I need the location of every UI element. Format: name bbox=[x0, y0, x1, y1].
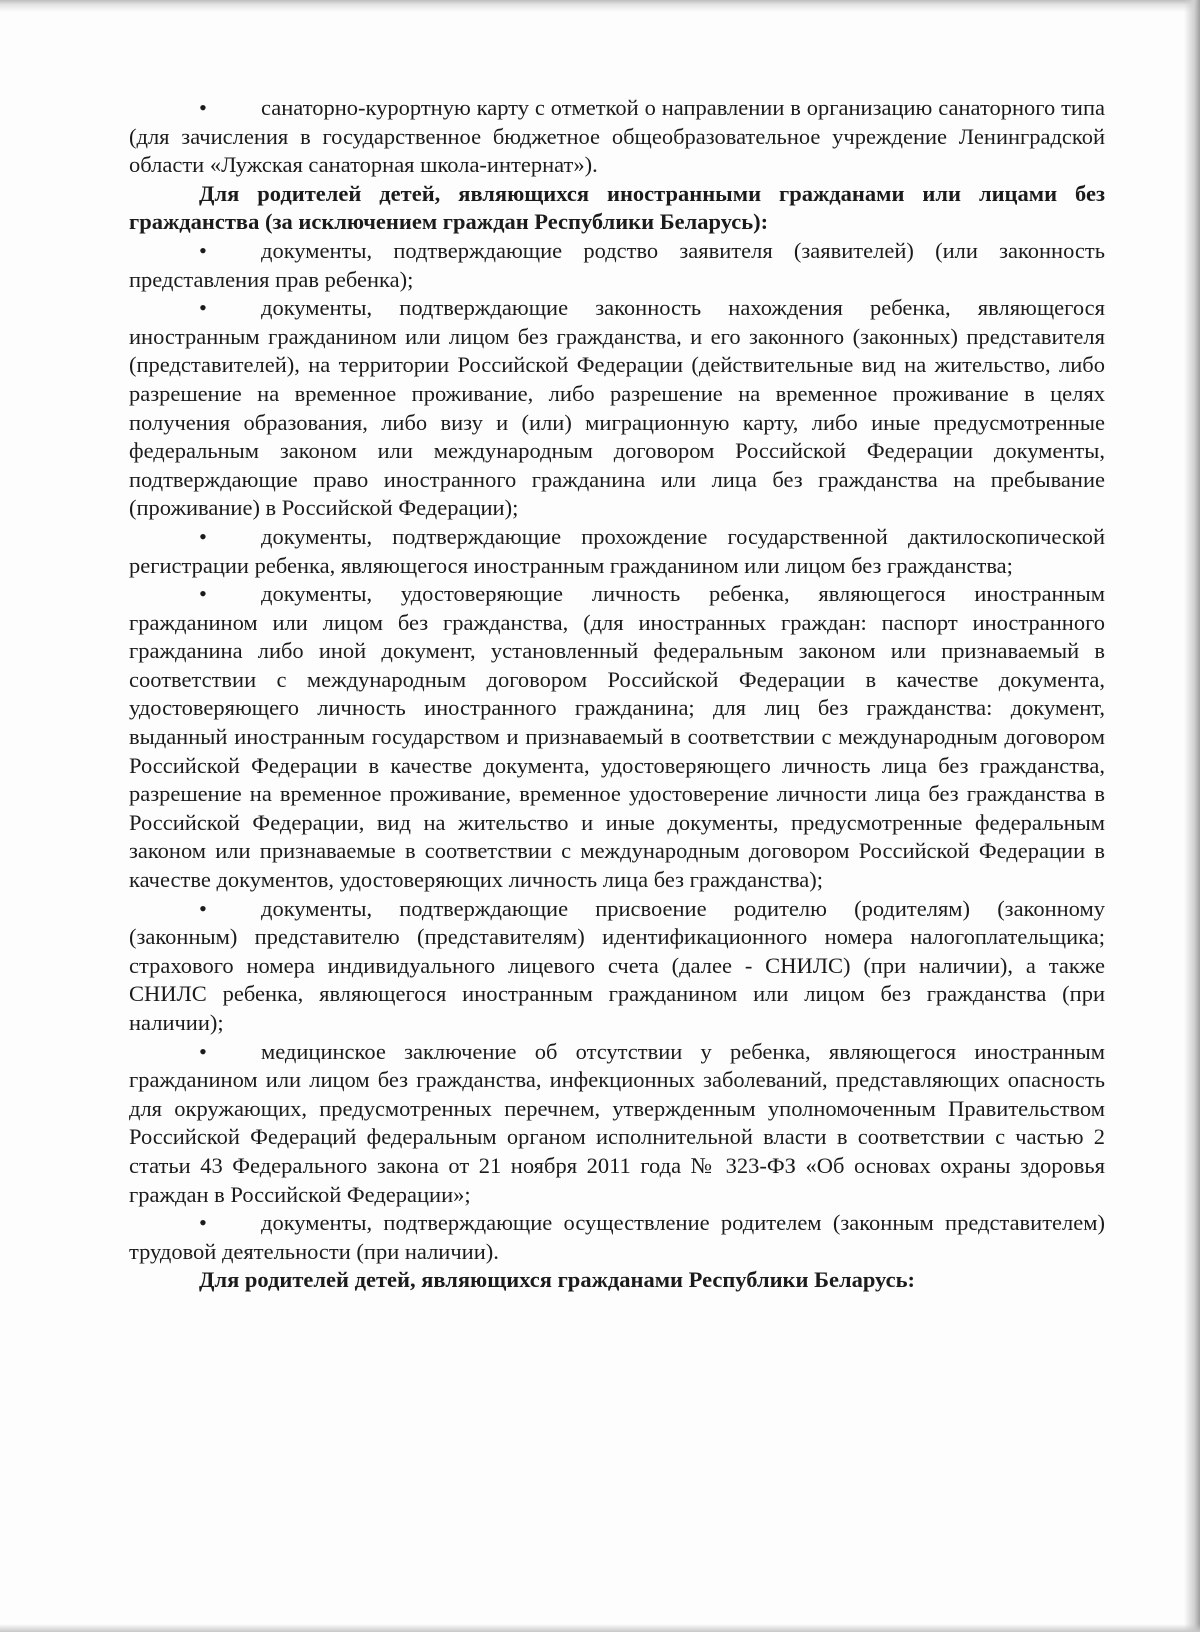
bullet-item-taxpayer-number bbox=[129, 895, 1105, 1038]
bullet-item-residence-legality bbox=[129, 294, 1105, 523]
bullet-item-sanatorium-card bbox=[129, 94, 1105, 180]
bullet-icon: • bbox=[199, 95, 207, 120]
section-heading-foreign-citizens bbox=[129, 180, 1105, 237]
bullet-icon: • bbox=[199, 237, 207, 263]
scan-edge-right bbox=[1184, 0, 1200, 1632]
section-heading-text: Для родителей детей, являющихся гражданами Республики Беларусь: bbox=[199, 1267, 915, 1293]
bullet-item-fingerprint-registration bbox=[129, 523, 1105, 580]
bullet-item-text: медицинское заключение об отсутствии у ребенка, являющегося иностранным гражданином или лицом без гражданства, инфекционных заболеваний, представляющих опасность для окружающих, предусмотренных перечнем, утвержденным уполномоченным Правительством Российской Федераций федеральным органом исполнительной власти в соответствии с частью 2 статьи 43 Федерального закона от 21 ноября 2011 года № 323-ФЗ «Об основах охраны здоровья граждан в Российской Федерации»; bbox=[129, 1038, 1105, 1207]
bullet-item-identity-documents bbox=[129, 580, 1105, 895]
document-body bbox=[129, 94, 1105, 1295]
bullet-item-text: документы, подтверждающие законность нахождения ребенка, являющегося иностранным гражданином или лицом без гражданства, и его законного (законных) представителя (представителей), на территории Российской Федерации (действительные вид на жительство, либо разрешение на временное проживание, либо разрешение на временное проживание в целях получения образования, либо визу и (или) миграционную карту, либо иные предусмотренные федеральным законом или международным договором Российской Федерации документы, подтверждающие право иностранного гражданина или лица без гражданства на пребывание (проживание) в Российской Федерации); bbox=[129, 295, 1105, 521]
bullet-icon: • bbox=[199, 523, 207, 549]
section-heading-text: Для родителей детей, являющихся иностранными гражданами или лицами без гражданства (за исключением граждан Республики Беларусь): bbox=[129, 180, 1105, 235]
bullet-item-text: документы, подтверждающие прохождение государственной дактилоскопической регистрации ребенка, являющегося иностранным гражданином или лицом без гражданства; bbox=[129, 523, 1105, 578]
scan-edge-bottom bbox=[0, 1624, 1200, 1632]
scan-edge-top bbox=[0, 0, 1200, 12]
bullet-icon: • bbox=[199, 895, 207, 921]
bullet-item-kinship-documents bbox=[129, 237, 1105, 294]
bullet-icon: • bbox=[199, 1038, 207, 1064]
bullet-item-text: документы, подтверждающие присвоение родителю (родителям) (законному (законным) представителю (представителям) идентификационного номера налогоплательщика; страхового номера индивидуального лицевого счета (далее - СНИЛС) (при наличии), а также СНИЛС ребенка, являющегося иностранным гражданином или лицом без гражданства (при наличии); bbox=[129, 895, 1105, 1035]
bullet-item-text: документы, удостоверяющие личность ребенка, являющегося иностранным гражданином или лицом без гражданства, (для иностранных граждан: паспорт иностранного гражданина либо иной документ, установленный федеральным законом или признаваемый в соответствии с международным договором Российской Федерации в качестве документа, удостоверяющего личность иностранного гражданина; для лиц без гражданства: документ, выданный иностранным государством и признаваемый в соответствии с международным договором Российской Федерации в качестве документа, удостоверяющего личность лица без гражданства, разрешение на временное проживание, временное удостоверение личности лица без гражданства в Российской Федерации, вид на жительство и иные документы, предусмотренные федеральным законом или признаваемые в соответствии с международным договором Российской Федерации в качестве документов, удостоверяющих личность лица без гражданства); bbox=[129, 581, 1105, 893]
section-heading-belarus-citizens bbox=[129, 1266, 1105, 1295]
bullet-item-text: документы, подтверждающие осуществление родителем (законным представителем) трудовой деятельности (при наличии). bbox=[129, 1210, 1105, 1264]
bullet-icon: • bbox=[199, 581, 207, 607]
bullet-icon: • bbox=[199, 295, 207, 321]
bullet-icon: • bbox=[199, 1210, 207, 1236]
bullet-item-text: санаторно-курортную карту с отметкой о направлении в организацию санаторного типа (для зачисления в государственное бюджетное общеобразовательное учреждение Ленинградской области «Лужская санаторная школа-интернат»). bbox=[129, 95, 1105, 178]
bullet-item-employment-documents bbox=[129, 1209, 1105, 1266]
bullet-item-medical-report bbox=[129, 1038, 1105, 1210]
bullet-item-text: документы, подтверждающие родство заявителя (заявителей) (или законность представления прав ребенка); bbox=[129, 237, 1105, 292]
